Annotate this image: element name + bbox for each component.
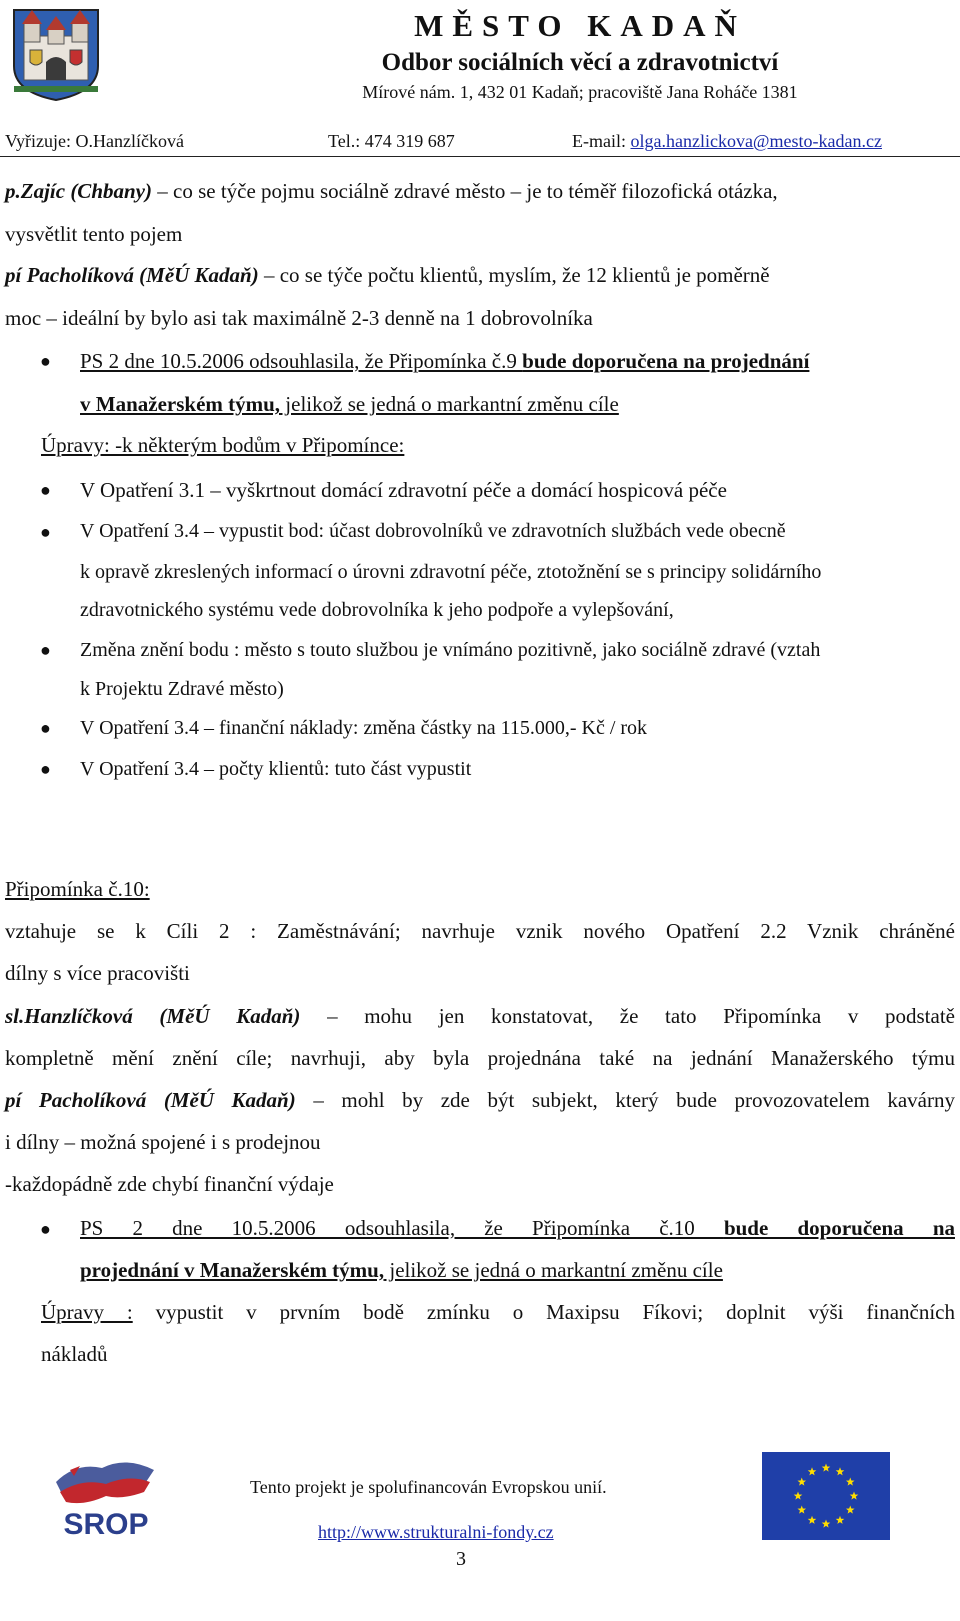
handled-by: Vyřizuje: O.Hanzlíčková: [5, 131, 184, 151]
department-title: Odbor sociálních věcí a zdravotnictví: [381, 49, 779, 76]
zajic-text: – co se týče pojmu sociálně zdravé město – je to téměř filozofická otázka,: [152, 179, 778, 203]
hanzlickova-statement-cont: kompletně mění znění cíle; navrhuji, aby byla projednána také na jednání Manažerského týmu: [5, 1046, 955, 1070]
pacholikova-statement-2: [5, 1087, 955, 1113]
phone: Tel.: 474 319 687: [328, 131, 455, 151]
page-number: 3: [456, 1548, 466, 1570]
zajic-statement-cont: vysvětlit tento pojem: [5, 222, 183, 246]
bullet: ●: [40, 480, 51, 500]
resolution-10: [80, 1215, 955, 1241]
email-label: E-mail:: [572, 131, 631, 151]
office-address: Mírové nám. 1, 432 01 Kadaň; pracoviště Jana Roháče 1381: [362, 82, 798, 102]
speaker-pacholikova: pí Pacholíková (MěÚ Kadaň): [5, 263, 259, 287]
bullet: ●: [40, 351, 51, 371]
resolution-10-team: projednání v Manažerském týmu,: [80, 1258, 385, 1282]
city-title: MĚSTO KADAŇ: [414, 8, 746, 43]
amendment-3-4-line3: zdravotnického systému vede dobrovolníka k jeho podpoře a vylepšování,: [80, 599, 674, 621]
upravy-2-text: vypustit v prvním bodě zmínku o Maxipsu Fíkovi; doplnit výši finančních: [132, 1300, 955, 1324]
upravy-2: [41, 1299, 955, 1325]
email-line: [572, 131, 882, 152]
resolution-9-text: PS 2 dne 10.5.2006 odsouhlasila, že Připomínka č.9: [80, 349, 523, 373]
resolution-10-reason: jelikož se jedná o markantní změnu cíle: [384, 1258, 723, 1282]
email-link[interactable]: olga.hanzlickova@mesto-kadan.cz: [630, 131, 882, 151]
amendment-3-4-line2: k opravě zkreslených informací o úrovni zdravotní péče, ztotožnění se s principy solidárního: [80, 561, 822, 583]
hanzlickova-statement: [5, 1003, 955, 1029]
pacholikova-statement-cont: moc – ideální by bylo asi tak maximálně 2-3 denně na 1 dobrovolníka: [5, 306, 593, 330]
bullet: ●: [40, 522, 51, 542]
note-10-line2: dílny s více pracovišti: [5, 961, 190, 985]
resolution-9-bold: bude doporučena na projednání: [522, 349, 810, 373]
bullet: ●: [40, 718, 51, 738]
pacholikova-text-2: – mohl by zde být subjekt, který bude provozovatelem kavárny: [295, 1088, 955, 1112]
pacholikova-statement-2-cont: i dílny – možná spojené i s prodejnou: [5, 1130, 321, 1154]
missing-costs-note: -každopádně zde chybí finanční výdaje: [5, 1172, 334, 1196]
amendment-clients: V Opatření 3.4 – počty klientů: tuto část vypustit: [80, 758, 472, 780]
city-coat-of-arms: [10, 6, 102, 102]
amendment-3-4-line1: V Opatření 3.4 – vypustit bod: účast dobrovolníků ve zdravotních službách vede obecně: [80, 520, 786, 542]
upravy-heading: Úpravy: -k některým bodům v Připomínce:: [41, 433, 405, 457]
resolution-10-bold: bude doporučena na: [723, 1216, 955, 1240]
pacholikova-text: – co se týče počtu klientů, myslím, že 12 klientů je poměrně: [258, 263, 770, 287]
amendment-3-1: V Opatření 3.1 – vyškrtnout domácí zdravotní péče a domácí hospicová péče: [80, 478, 727, 502]
resolution-9-cont: [80, 391, 619, 417]
resolution-9-reason: jelikož se jedná o markantní změnu cíle: [280, 392, 619, 416]
bullet: ●: [40, 1219, 51, 1239]
srop-logo: [50, 1448, 162, 1544]
amendment-wording-line1: Změna znění bodu : město s touto službou je vnímáno pozitivně, jako sociálně zdravé (vztah: [80, 639, 821, 661]
eu-cofinance-text: Tento projekt je spolufinancován Evropskou unií.: [250, 1477, 607, 1497]
amendment-costs: V Opatření 3.4 – finanční náklady: změna částky na 115.000,- Kč / rok: [80, 717, 648, 739]
upravy-2-label: Úpravy :: [41, 1300, 133, 1324]
header-divider: [0, 156, 960, 157]
eu-flag-icon: [762, 1452, 890, 1540]
upravy-2-cont: nákladů: [41, 1342, 108, 1366]
amendment-wording-line2: k Projektu Zdravé město): [80, 678, 284, 700]
resolution-10-cont: [80, 1257, 723, 1283]
resolution-9: [80, 348, 955, 374]
speaker-pacholikova-2: pí Pacholíková (MěÚ Kadaň): [5, 1088, 296, 1112]
hanzlickova-text: – mohu jen konstatovat, že tato Připomínka v podstatě: [300, 1004, 955, 1028]
speaker-zajic: p.Zajíc (Chbany): [5, 179, 152, 203]
resolution-9-team: v Manažerském týmu,: [80, 392, 281, 416]
note-10-line1: vztahuje se k Cíli 2 : Zaměstnávání; navrhuje vznik nového Opatření 2.2 Vznik chráněné: [5, 919, 955, 943]
srop-logo-text: SROP: [63, 1508, 149, 1541]
pacholikova-statement: [5, 262, 955, 288]
bullet: ●: [40, 759, 51, 779]
resolution-10-text: PS 2 dne 10.5.2006 odsouhlasila, že Připomínka č.10: [80, 1216, 724, 1240]
note-10-title: Připomínka č.10:: [5, 877, 150, 901]
speaker-hanzlickova: sl.Hanzlíčková (MěÚ Kadaň): [5, 1004, 301, 1028]
structural-funds-link[interactable]: http://www.strukturalni-fondy.cz: [318, 1522, 554, 1542]
bullet: ●: [40, 640, 51, 660]
zajic-statement: [5, 178, 955, 204]
